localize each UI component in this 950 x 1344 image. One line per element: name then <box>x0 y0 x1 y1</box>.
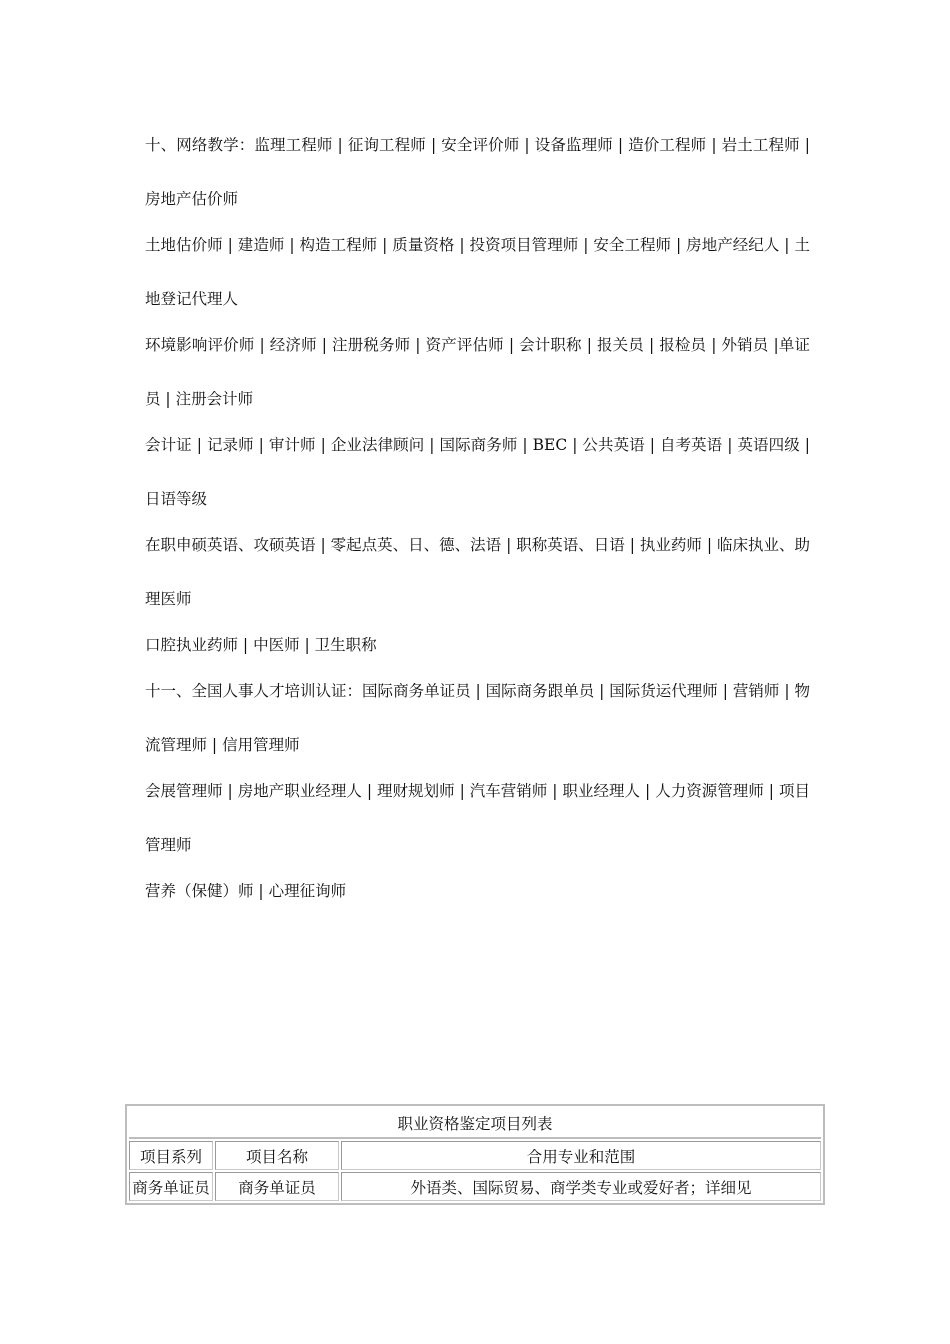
document-body <box>145 118 810 910</box>
header-scope: 合用专业和范围 <box>341 1141 821 1170</box>
table-caption-row <box>129 1108 821 1139</box>
qualification-table-container <box>125 1104 825 1205</box>
paragraph-nutrition-psychology: 营养（保健）师 | 心理征询师 <box>145 882 347 900</box>
cell-name: 商务单证员 <box>215 1172 339 1201</box>
cell-scope: 外语类、国际贸易、商学类专业或爱好者；详细见 <box>341 1172 821 1201</box>
paragraph-accounting-cert: 会计证 | 记录师 | 审计师 | 企业法律顾问 | 国际商务师 | BEC | 公共英语 | 自考英语 | 英语四级 | 日语等级 <box>145 436 810 508</box>
paragraph-exhibition-manager: 会展管理师 | 房地产职业经理人 | 理财规划师 | 汽车营销师 | 职业经理人 | 人力资源管理师 | 项目管理师 <box>145 782 810 854</box>
table-header-row <box>129 1141 821 1170</box>
paragraph-english-medical: 在职申硕英语、攻硕英语 | 零起点英、日、德、法语 | 职称英语、日语 | 执业药师 | 临床执业、助理医师 <box>145 536 810 608</box>
qualification-table <box>125 1104 825 1205</box>
paragraph-environment-assessor: 环境影响评价师 | 经济师 | 注册税务师 | 资产评估师 | 会计职称 | 报关员 | 报检员 | 外销员 |单证员 | 注册会计师 <box>145 336 810 408</box>
paragraph-hr-certification: 十一、全国人事人才培训认证：国际商务单证员 | 国际商务跟单员 | 国际货运代理师 | 营销师 | 物流管理师 | 信用管理师 <box>145 682 810 754</box>
paragraph-land-appraiser: 土地估价师 | 建造师 | 构造工程师 | 质量资格 | 投资项目管理师 | 安全工程师 | 房地产经纪人 | 土地登记代理人 <box>145 236 810 308</box>
paragraph-dental-medicine: 口腔执业药师 | 中医师 | 卫生职称 <box>145 636 377 654</box>
cell-series: 商务单证员 <box>129 1172 213 1201</box>
table-caption: 职业资格鉴定项目列表 <box>129 1108 821 1139</box>
header-name: 项目名称 <box>215 1141 339 1170</box>
table-row <box>129 1172 821 1201</box>
header-series: 项目系列 <box>129 1141 213 1170</box>
paragraph-network-teaching: 十、网络教学：监理工程师 | 征询工程师 | 安全评价师 | 设备监理师 | 造价工程师 | 岩土工程师 | 房地产估价师 <box>145 136 810 208</box>
